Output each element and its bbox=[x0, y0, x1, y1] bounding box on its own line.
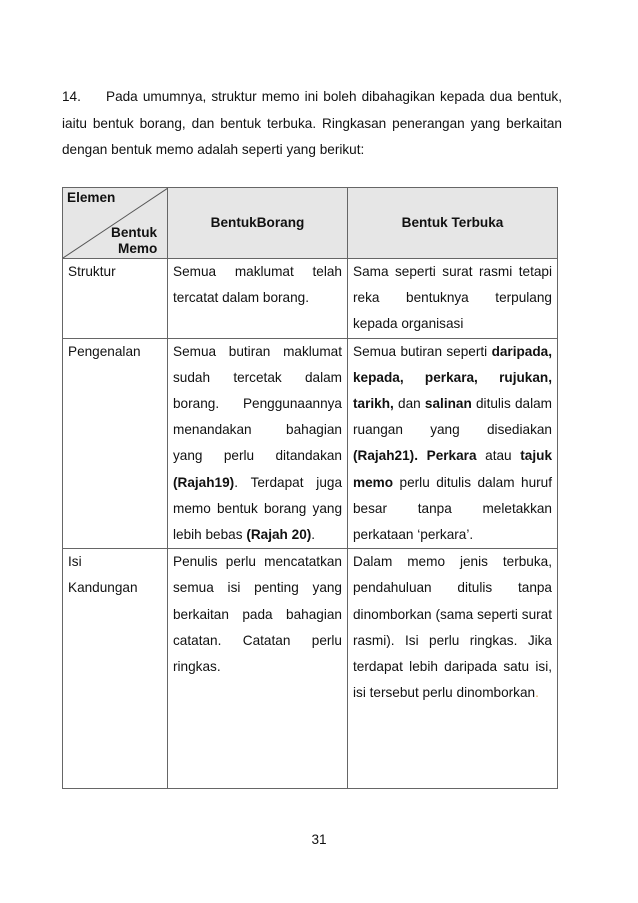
header-bentuk-terbuka: Bentuk Terbuka bbox=[348, 188, 558, 259]
memo-structure-table bbox=[62, 187, 558, 789]
pengenalan-borang-cell bbox=[168, 338, 348, 549]
bold-text: tajuk memo bbox=[353, 448, 553, 490]
intro-paragraph bbox=[62, 84, 562, 164]
row-element-struktur: Struktur bbox=[63, 259, 168, 339]
table-row bbox=[63, 338, 558, 549]
header-bentuk-borang: BentukBorang bbox=[168, 188, 348, 259]
header-memo: Memo bbox=[118, 241, 158, 256]
paragraph-text: Pada umumnya, struktur memo ini boleh dibahagikan kepada dua bentuk, iaitu bentuk borang, dan bentuk terbuka. Ringkasan penerangan yang berkaitan dengan bentuk memo adalah seperti yang berikut: bbox=[62, 89, 562, 157]
text-run: Isi bbox=[68, 554, 82, 570]
pengenalan-terbuka-cell bbox=[348, 338, 558, 549]
bold-text: Perkara bbox=[426, 448, 477, 464]
text-run: atau bbox=[476, 448, 521, 464]
text-run: . bbox=[535, 685, 539, 701]
text-run: Semua butiran maklumat sudah tercetak dalam borang. Penggunaannya menandakan bahagian yang perlu ditandakan bbox=[173, 343, 342, 464]
struktur-borang-cell: Semua maklumat telah tercatat dalam borang. bbox=[168, 259, 348, 339]
page-number: 31 bbox=[311, 832, 327, 847]
table-header-row bbox=[63, 188, 558, 259]
bold-text: daripada, kepada, perkara, rujukan, tarikh, bbox=[353, 343, 552, 412]
table-row bbox=[63, 549, 558, 789]
header-elemen: Elemen bbox=[67, 190, 116, 205]
text-run bbox=[418, 448, 427, 463]
bold-text: salinan bbox=[424, 396, 472, 412]
paragraph-number: 14. bbox=[62, 89, 81, 104]
text-run: ditulis dalam ruangan yang disediakan bbox=[353, 396, 552, 438]
text-run: Semua butiran seperti bbox=[353, 343, 492, 359]
text-run: perlu ditulis dalam huruf besar tanpa meletakkan perkataan ‘perkara’. bbox=[353, 474, 552, 543]
bold-reference: (Rajah 20) bbox=[246, 527, 312, 543]
bold-reference: (Rajah19) bbox=[173, 474, 235, 490]
isi-borang-cell: Penulis perlu mencatatkan semua isi penting yang berkaitan pada bahagian catatan. Catatan perlu ringkas. bbox=[168, 549, 348, 789]
header-corner-cell bbox=[63, 188, 168, 259]
text-run: Dalam memo jenis terbuka, pendahuluan ditulis tanpa dinomborkan (sama seperti surat rasmi). Isi perlu ringkas. Jika terdapat lebih daripada satu isi, isi tersebut perlu dinomborkan bbox=[353, 554, 552, 701]
header-bentuk: Bentuk bbox=[111, 225, 158, 240]
table-row bbox=[63, 259, 558, 339]
text-run: dan bbox=[393, 396, 425, 412]
isi-terbuka-cell bbox=[348, 549, 558, 789]
row-element-isi-kandungan bbox=[63, 549, 168, 789]
struktur-terbuka-cell: Sama seperti surat rasmi tetapi reka bentuknya terpulang kepada organisasi bbox=[348, 259, 558, 339]
text-run: . Terdapat juga memo bentuk borang yang lebih bebas bbox=[173, 474, 342, 543]
header-bentuk-memo bbox=[111, 225, 157, 257]
text-run: Kandungan bbox=[68, 580, 138, 596]
row-element-pengenalan: Pengenalan bbox=[63, 338, 168, 549]
bold-reference: (Rajah21). bbox=[353, 448, 418, 464]
text-run: . bbox=[311, 527, 316, 543]
